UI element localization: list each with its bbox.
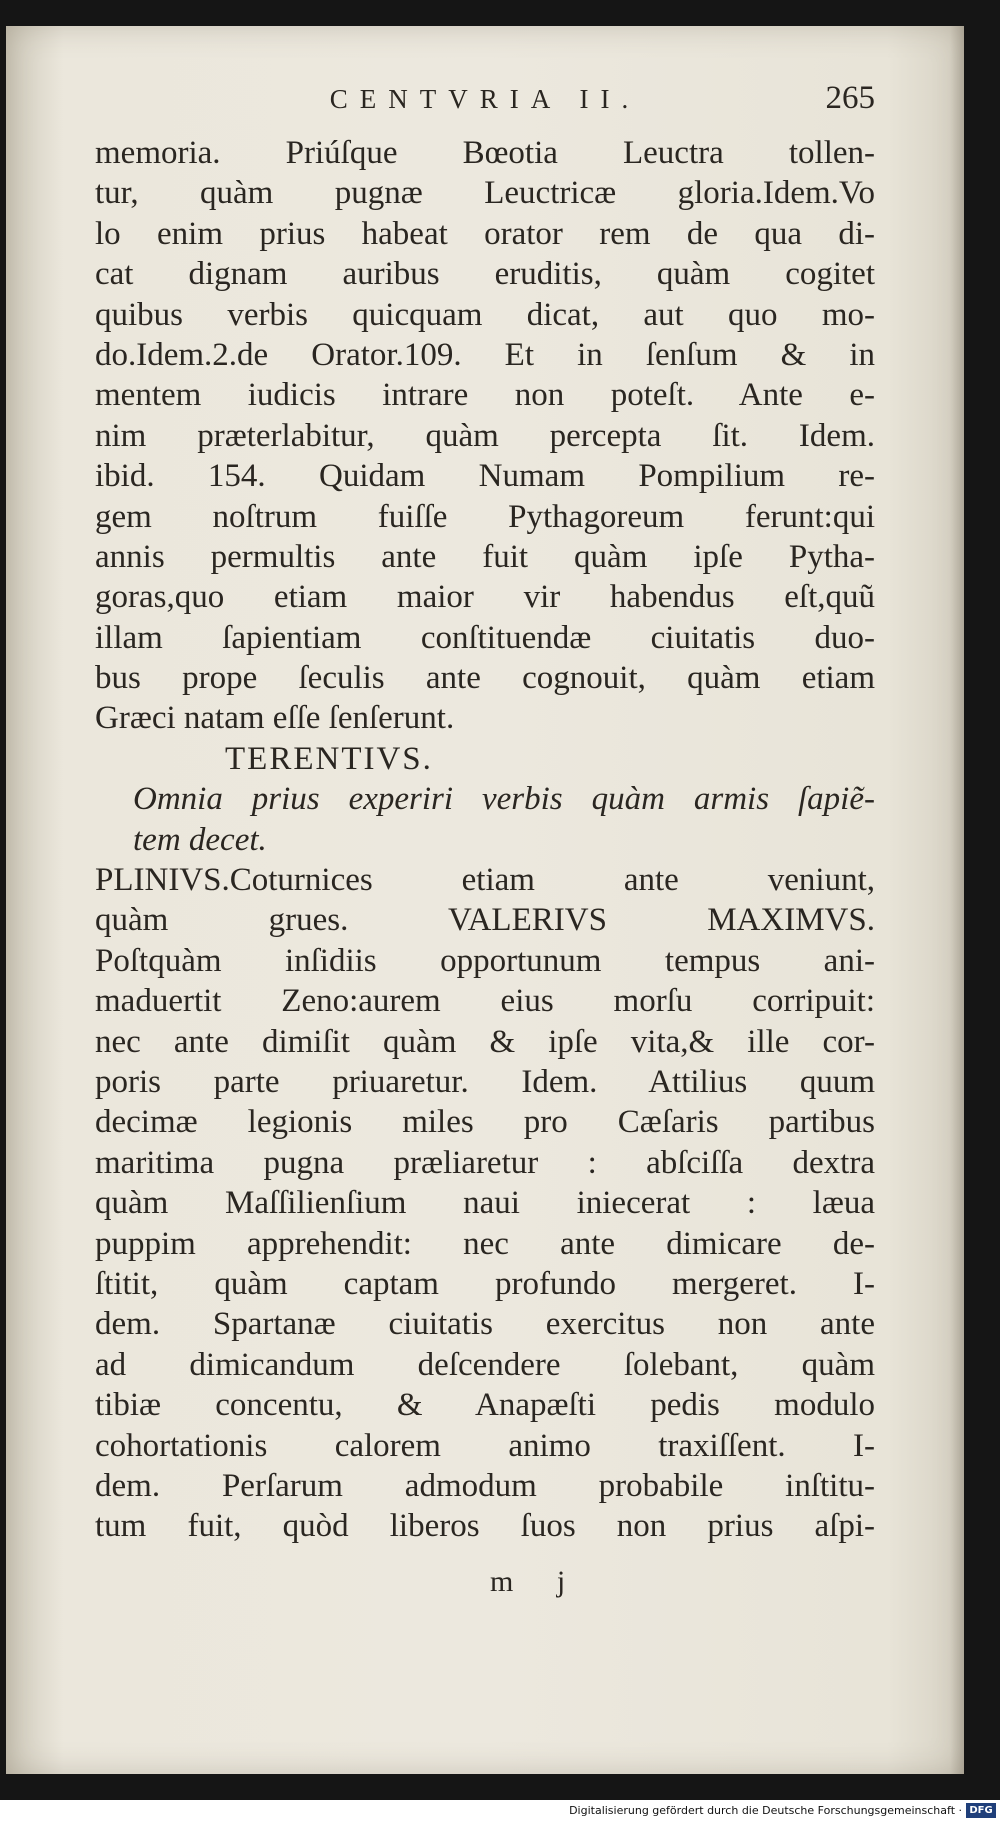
page-body xyxy=(95,133,875,1593)
text-line: nim præterlabitur, quàm percepta ſit. Idem. xyxy=(95,417,875,454)
text-line: Græci natam eſſe ſenſerunt. xyxy=(95,700,455,737)
text-line: gem noſtrum fuiſſe Pythagoreum ferunt:qui xyxy=(95,498,875,535)
text-line: cohortationis calorem animo traxiſſent. I- xyxy=(95,1427,875,1464)
text-line: dem. Perſarum admodum probabile inſtitu- xyxy=(95,1467,875,1504)
page-header xyxy=(95,78,875,128)
text-line: illam ſapientiam conſtituendæ ciuitatis duo- xyxy=(95,619,875,656)
text-line: bus prope ſeculis ante cognouit, quàm etiam xyxy=(95,660,875,697)
page-edge-shadow xyxy=(950,26,964,1774)
text-line: Poſtquàm inſidiis opportunum tempus ani- xyxy=(95,942,875,979)
dfg-logo: DFG xyxy=(966,1803,996,1818)
text-line: quàm grues. VALERIVS MAXIMVS. xyxy=(95,902,875,939)
text-line: nec ante dimiſit quàm & ipſe vita,& ille cor- xyxy=(95,1023,875,1060)
text-line: lo enim prius habeat orator rem de qua di- xyxy=(95,215,875,252)
text-line: goras,quo etiam maior vir habendus eſt,quũ xyxy=(95,579,875,616)
text-line: tibiæ concentu, & Anapæſti pedis modulo xyxy=(95,1387,875,1424)
section-heading-terentius: TERENTIVS. xyxy=(225,740,433,777)
text-line: mentem iudicis intrare non poteſt. Ante e- xyxy=(95,377,875,414)
digitization-footer xyxy=(0,1800,1000,1822)
text-line: cat dignam auribus eruditis, quàm cogitet xyxy=(95,256,875,293)
text-line: ibid. 154. Quidam Numam Pompilium re- xyxy=(95,458,875,495)
text-line: decimæ legionis miles pro Cæſaris partibus xyxy=(95,1104,875,1141)
running-head: CENTVRIA II. xyxy=(329,84,641,114)
text-line: puppim apprehendit: nec ante dimicare de- xyxy=(95,1225,875,1262)
text-line: dem. Spartanæ ciuitatis exercitus non ante xyxy=(95,1306,875,1343)
text-line: tum fuit, quòd liberos ſuos non prius aſpi- xyxy=(95,1508,875,1545)
quotation-line: tem decet. xyxy=(133,821,267,858)
text-line: quàm Maſſilienſium naui iniecerat : læua xyxy=(95,1185,875,1222)
text-line: ſtitit, quàm captam profundo mergeret. I- xyxy=(95,1265,875,1302)
text-line: do.Idem.2.de Orator.109. Et in ſenſum & in xyxy=(95,336,875,373)
text-line: memoria. Priúſque Bœotia Leuctra tollen- xyxy=(95,135,875,171)
funding-credit: Digitalisierung gefördert durch die Deutsche Forschungsgemeinschaft · xyxy=(569,1804,962,1817)
text-line: annis permultis ante fuit quàm ipſe Pytha- xyxy=(95,538,875,575)
text-line: PLINIVS.Coturnices etiam ante veniunt, xyxy=(95,862,875,899)
text-line: poris parte priuaretur. Idem. Attilius quum xyxy=(95,1063,875,1100)
text-line: quibus verbis quicquam dicat, aut quo mo- xyxy=(95,296,875,333)
text-line: maduertit Zeno:aurem eius morſu corripuit: xyxy=(95,983,875,1020)
text-line: tur, quàm pugnæ Leuctricæ gloria.Idem.Vo xyxy=(95,175,875,212)
quotation-line: Omnia prius experiri verbis quàm armis ſapiẽ- xyxy=(133,781,875,818)
signature-mark: m j xyxy=(490,1565,584,1598)
text-line: ad dimicandum deſcendere ſolebant, quàm xyxy=(95,1346,875,1383)
text-line: maritima pugna præliaretur : abſciſſa dextra xyxy=(95,1144,875,1181)
page-number: 265 xyxy=(825,80,875,116)
